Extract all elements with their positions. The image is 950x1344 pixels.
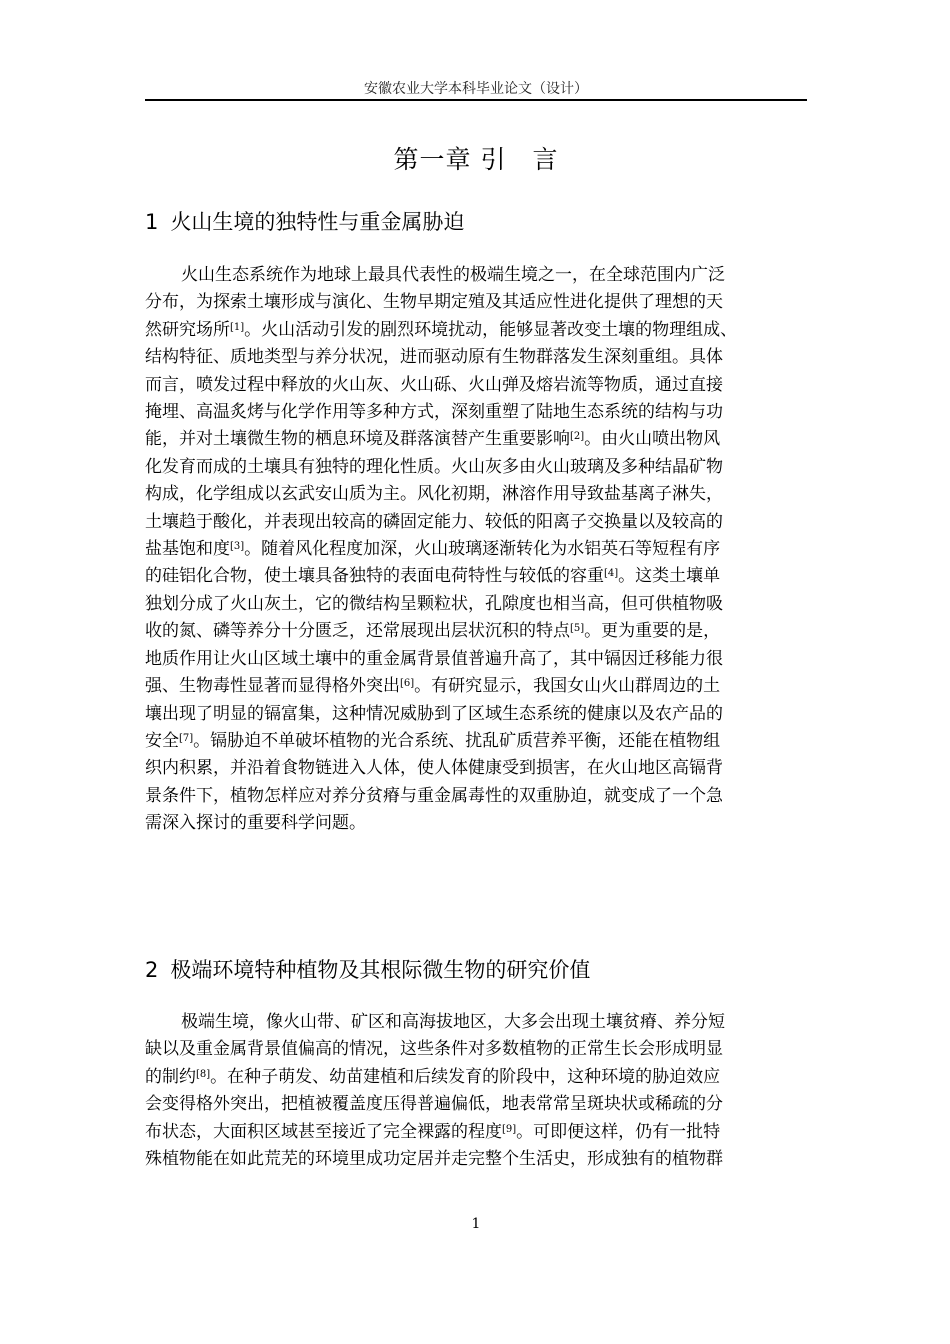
text-line: 火山生态系统作为地球上最具代表性的极端生境之一，在全球范围内广泛 <box>181 265 725 285</box>
text-line: 织内积累，并沿着食物链进入人体，使人体健康受到损害，在火山地区高镉背 <box>145 758 723 779</box>
chapter-title: 第一章 引 言 <box>393 145 559 174</box>
text-line: 的制约[8]。在种子萌发、幼苗建植和后续发育的阶段中，这种环境的胁迫效应 <box>145 1066 721 1087</box>
citation-ref: [1] <box>230 321 245 333</box>
citation-ref: [7] <box>179 732 194 744</box>
citation-ref: [4] <box>604 568 619 580</box>
text-line: 缺以及重金属背景值偏高的情况，这些条件对多数植物的正常生长会形成明显 <box>145 1039 723 1060</box>
section-number: 2 <box>145 958 159 982</box>
text-line: 构成，化学组成以玄武安山质为主。风化初期，淋溶作用导致盐基离子淋失， <box>145 484 723 505</box>
text-line: 的硅铝化合物，使土壤具备独特的表面电荷特性与较低的容重[4]。这类土壤单 <box>145 566 721 587</box>
section-title: 极端环境特种植物及其根际微生物的研究价值 <box>170 958 591 982</box>
text-line: 而言，喷发过程中释放的火山灰、火山砾、火山弹及熔岩流等物质，通过直接 <box>145 374 723 395</box>
text-line: 地质作用让火山区域土壤中的重金属背景值普遍升高了，其中镉因迁移能力很 <box>145 648 723 669</box>
text-line: 收的氮、磷等养分十分匮乏，还常展现出层状沉积的特点[5]。更为重要的是， <box>145 621 721 642</box>
paragraph-2 <box>145 1009 807 1173</box>
text-line: 然研究场所[1]。火山活动引发的剧烈环境扰动，能够显著改变土壤的物理组成、 <box>145 319 738 340</box>
citation-ref: [6] <box>400 678 415 690</box>
text-line: 结构特征、质地类型与养分状况，进而驱动原有生物群落发生深刻重组。具体 <box>145 347 723 368</box>
running-header: 安徽农业大学本科毕业论文（设计） <box>364 81 588 97</box>
citation-ref: [8] <box>196 1068 211 1080</box>
text-line: 强、生物毒性显著而显得格外突出[6]。有研究显示，我国女山火山群周边的土 <box>145 676 721 697</box>
section-title: 火山生境的独特性与重金属胁迫 <box>170 210 465 234</box>
citation-ref: [9] <box>502 1123 517 1135</box>
page-number: 1 <box>471 1216 481 1232</box>
text-line: 化发育而成的土壤具有独特的理化性质。火山灰多由火山玻璃及多种结晶矿物 <box>145 456 723 477</box>
text-line: 土壤趋于酸化，并表现出较高的磷固定能力、较低的阳离子交换量以及较高的 <box>145 511 723 532</box>
text-line: 能，并对土壤微生物的栖息环境及群落演替产生重要影响[2]。由火山喷出物风 <box>145 429 721 450</box>
text-line: 会变得格外突出，把植被覆盖度压得普遍偏低，地表常常呈斑块状或稀疏的分 <box>145 1094 723 1115</box>
text-line: 盐基饱和度[3]。随着风化程度加深，火山玻璃逐渐转化为水铝英石等短程有序 <box>145 539 721 560</box>
text-line: 独划分成了火山灰土，它的微结构呈颗粒状，孔隙度也相当高，但可供植物吸 <box>145 593 723 614</box>
section-heading-1 <box>145 206 807 236</box>
header-rule <box>145 99 807 101</box>
section-heading-2 <box>145 954 807 984</box>
text-line: 殊植物能在如此荒芜的环境里成功定居并走完整个生活史，形成独有的植物群 <box>145 1149 723 1170</box>
text-line: 布状态，大面积区域甚至接近了完全裸露的程度[9]。可即便这样，仍有一批特 <box>145 1121 721 1142</box>
text-line: 需深入探讨的重要科学问题。 <box>145 813 366 834</box>
paragraph-1 <box>145 262 807 838</box>
text-line: 壤出现了明显的镉富集，这种情况威胁到了区域生态系统的健康以及农产品的 <box>145 703 723 724</box>
citation-ref: [5] <box>570 623 585 635</box>
text-line: 分布，为探索土壤形成与演化、生物早期定殖及其适应性进化提供了理想的天 <box>145 292 723 313</box>
citation-ref: [3] <box>230 541 245 553</box>
text-line: 安全[7]。镉胁迫不单破坏植物的光合系统、扰乱矿质营养平衡，还能在植物组 <box>145 730 721 751</box>
text-line: 掩埋、高温炙烤与化学作用等多种方式，深刻重塑了陆地生态系统的结构与功 <box>145 402 723 423</box>
citation-ref: [2] <box>570 431 585 443</box>
text-line: 景条件下，植物怎样应对养分贫瘠与重金属毒性的双重胁迫，就变成了一个急 <box>145 785 723 806</box>
section-number: 1 <box>145 210 159 234</box>
text-line: 极端生境，像火山带、矿区和高海拔地区，大多会出现土壤贫瘠、养分短 <box>181 1012 725 1032</box>
